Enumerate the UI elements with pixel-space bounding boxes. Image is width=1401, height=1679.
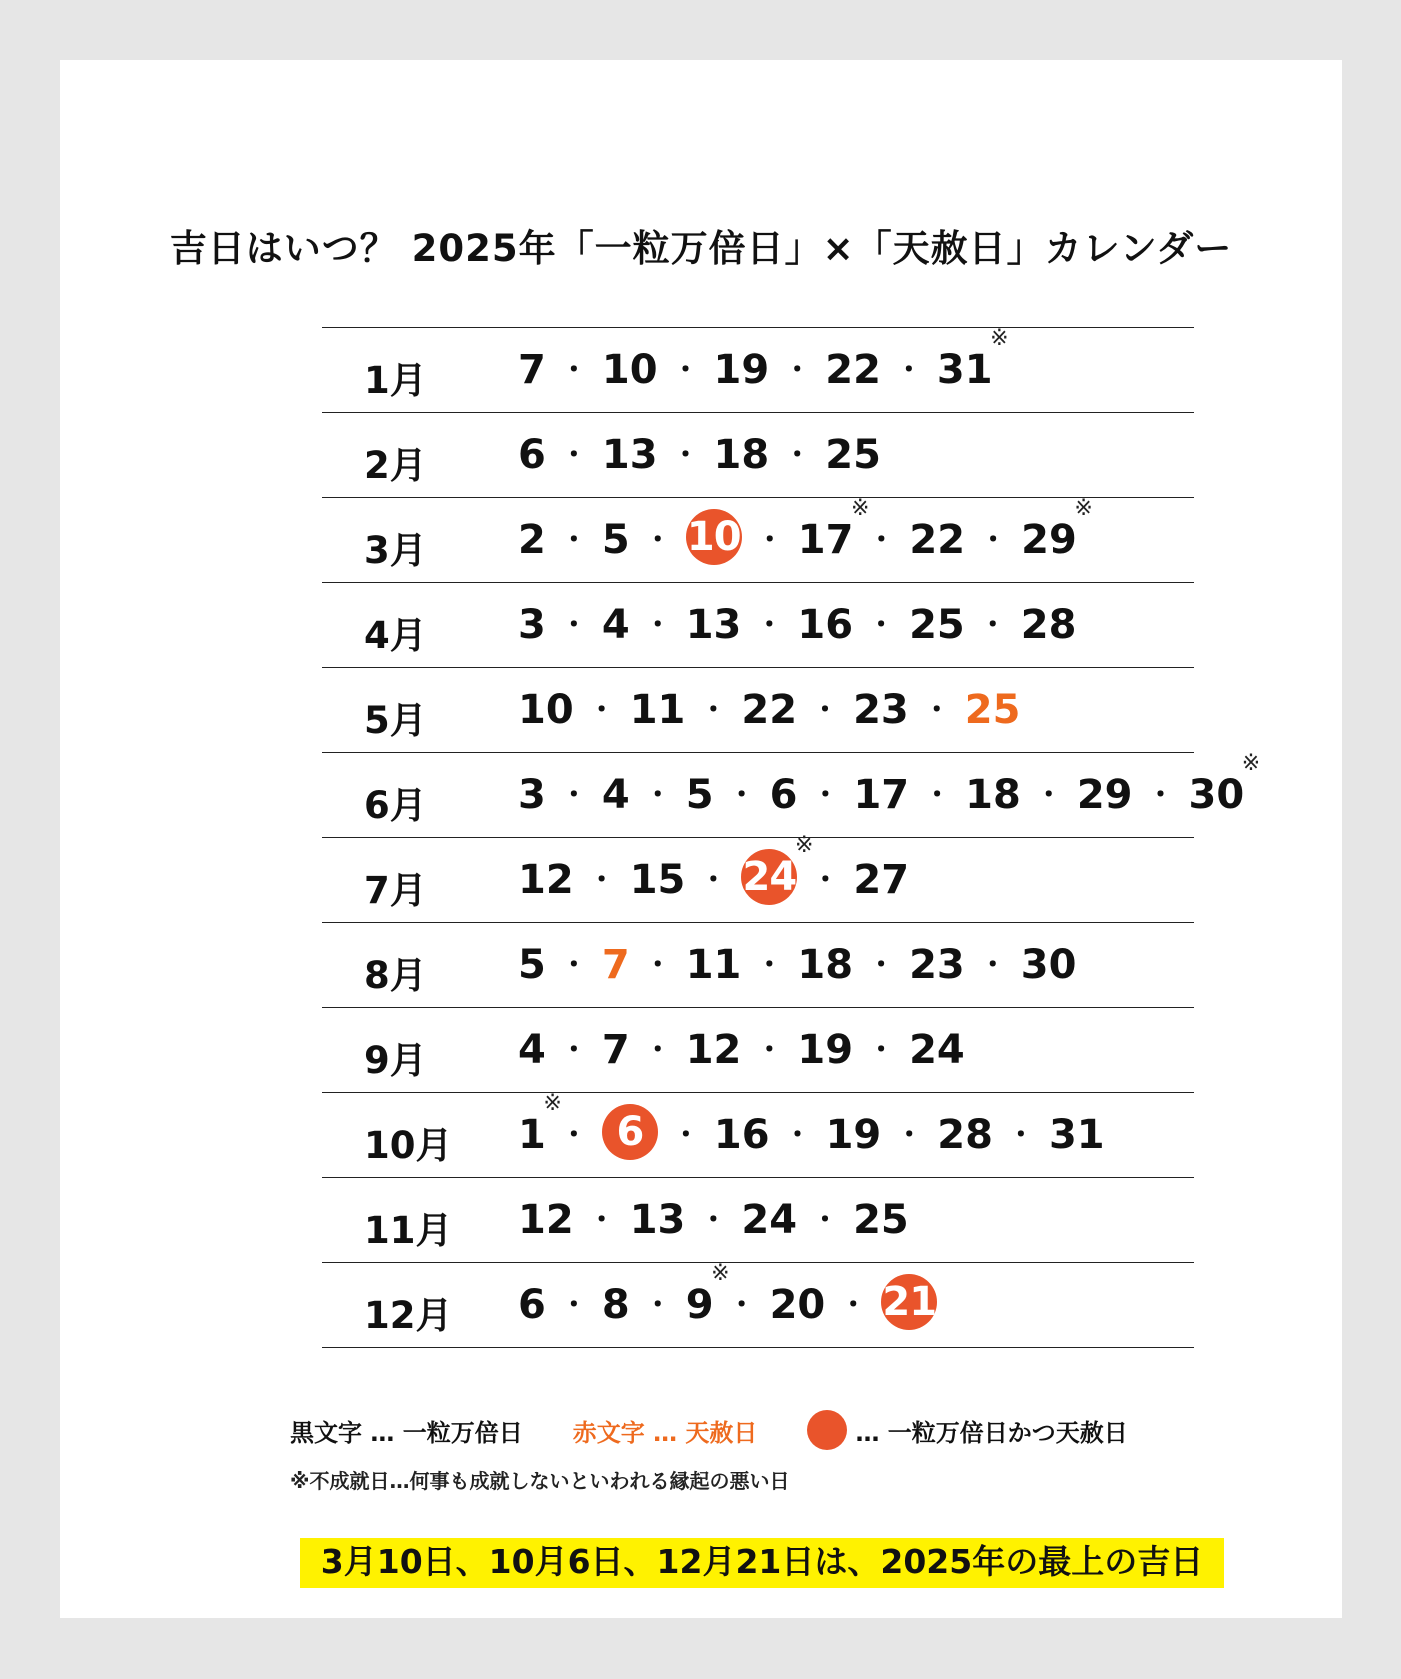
day-list [518, 433, 881, 477]
day-number: 8 [601, 1282, 630, 1328]
day-number: 7 [601, 1027, 630, 1073]
calendar-row [322, 668, 1194, 753]
day-list [518, 326, 1009, 393]
day-entry [602, 773, 630, 817]
day-separator: ・ [727, 778, 756, 811]
day-number: 13 [629, 1197, 686, 1243]
day-entry [965, 688, 1021, 732]
legend [290, 1410, 1178, 1450]
day-number: 12 [518, 857, 574, 903]
day-entry [909, 603, 965, 647]
day-separator: ・ [811, 693, 840, 726]
day-entry [797, 603, 853, 647]
day-entry [518, 1091, 562, 1158]
calendar-row [322, 833, 1194, 923]
day-entry [797, 943, 853, 987]
day-separator: ・ [699, 863, 728, 896]
day-entry [1077, 773, 1133, 817]
day-number: 22 [741, 687, 798, 733]
day-entry [518, 688, 574, 732]
day-number: 30 [1020, 942, 1077, 988]
day-number: 20 [769, 1282, 826, 1328]
fujoju-mark: ※ [1241, 751, 1261, 776]
day-entry [853, 773, 909, 817]
day-separator: ・ [559, 438, 588, 471]
day-entry [825, 348, 881, 392]
tenshanichi-day: 25 [964, 687, 1021, 733]
day-number: 18 [797, 942, 854, 988]
day-number: 30 [1188, 772, 1245, 818]
calendar-row [322, 583, 1194, 668]
day-number: 22 [825, 347, 881, 393]
day-separator: ・ [867, 1033, 896, 1066]
day-entry [518, 603, 546, 647]
footnote: ※不成就日…何事も成就しないといわれる縁起の悪い日 [290, 1469, 790, 1493]
day-entry [714, 433, 770, 477]
day-entry [686, 943, 742, 987]
day-separator: ・ [559, 1288, 588, 1321]
day-number: 16 [797, 602, 854, 648]
day-separator: ・ [1034, 778, 1063, 811]
day-entry [630, 688, 686, 732]
day-list [518, 1028, 965, 1072]
day-number: 17 [797, 517, 854, 563]
calendar-row [322, 1178, 1194, 1263]
day-number: 11 [629, 687, 686, 733]
day-entry [825, 433, 881, 477]
day-entry [602, 348, 658, 392]
day-separator: ・ [643, 523, 672, 556]
day-number: 7 [518, 347, 546, 393]
day-entry [602, 1028, 630, 1072]
day-entry [518, 1198, 574, 1242]
day-entry [853, 858, 909, 902]
calendar-row [322, 413, 1194, 498]
day-entry [602, 603, 630, 647]
day-number: 3 [518, 772, 546, 818]
day-separator: ・ [671, 353, 700, 386]
day-entry [1021, 496, 1093, 563]
day-list [518, 943, 1076, 987]
fujoju-mark: ※ [543, 1091, 562, 1116]
day-separator: ・ [839, 1288, 868, 1321]
day-number: 12 [518, 1197, 574, 1243]
day-number: 22 [909, 517, 966, 563]
day-list [518, 1261, 937, 1328]
day-entry [1188, 751, 1261, 818]
month-label: 6月 [364, 784, 427, 827]
day-entry [686, 603, 742, 647]
calendar-table [322, 326, 1261, 1348]
day-number: 18 [965, 772, 1021, 818]
day-entry [937, 1113, 993, 1157]
day-number: 5 [685, 772, 714, 818]
month-label: 12月 [364, 1294, 453, 1337]
day-entry [518, 773, 546, 817]
day-number: 3 [518, 602, 546, 648]
day-entry [518, 943, 546, 987]
day-separator: ・ [587, 693, 616, 726]
month-label: 1月 [364, 359, 427, 402]
day-entry [686, 515, 742, 565]
day-number: 10 [518, 687, 574, 733]
day-separator: ・ [867, 608, 896, 641]
day-separator: ・ [894, 353, 923, 386]
day-number: 25 [909, 602, 965, 648]
day-list [518, 1198, 909, 1242]
day-entry [741, 1198, 797, 1242]
day-entry [909, 943, 965, 987]
month-label: 4月 [364, 614, 427, 657]
highlight-banner: 3月10日、10月6日、12月21日は、2025年の最上の吉日 [300, 1538, 1224, 1588]
day-separator: ・ [559, 353, 588, 386]
highlighted-day: 10 [686, 509, 742, 565]
day-entry [518, 518, 546, 562]
day-list [518, 751, 1261, 818]
day-separator: ・ [811, 778, 840, 811]
day-entry [1021, 603, 1077, 647]
day-entry [602, 1283, 630, 1327]
day-entry [630, 1198, 686, 1242]
day-entry [853, 688, 909, 732]
day-separator: ・ [559, 608, 588, 641]
day-number: 6 [518, 1282, 546, 1328]
day-separator: ・ [587, 863, 616, 896]
day-list [518, 833, 910, 903]
day-separator: ・ [867, 948, 896, 981]
day-number: 2 [518, 517, 546, 563]
highlighted-day: 6 [602, 1104, 658, 1160]
day-separator: ・ [979, 523, 1008, 556]
day-separator: ・ [978, 948, 1007, 981]
legend-circle [807, 1410, 1127, 1450]
day-separator: ・ [867, 523, 896, 556]
day-entry [714, 1113, 770, 1157]
day-entry [602, 1110, 658, 1160]
day-separator: ・ [755, 948, 784, 981]
day-number: 27 [853, 857, 910, 903]
day-separator: ・ [587, 1203, 616, 1236]
day-number: 28 [937, 1112, 993, 1158]
month-label: 9月 [364, 1039, 427, 1082]
day-entry [965, 773, 1021, 817]
day-number: 4 [601, 772, 630, 818]
day-number: 28 [1020, 602, 1077, 648]
calendar-card [60, 60, 1342, 1618]
day-separator: ・ [559, 523, 588, 556]
fujoju-mark: ※ [850, 496, 870, 521]
day-entry [518, 1283, 546, 1327]
day-entry [518, 1028, 546, 1072]
day-entry [909, 1028, 965, 1072]
day-number: 12 [685, 1027, 742, 1073]
day-number: 31 [936, 347, 993, 393]
day-entry [602, 943, 630, 987]
day-list [518, 1091, 1105, 1158]
day-entry [1021, 943, 1077, 987]
day-entry [741, 833, 814, 905]
day-separator: ・ [811, 863, 840, 896]
fujoju-mark: ※ [794, 833, 814, 858]
day-number: 19 [797, 1027, 854, 1073]
day-separator: ・ [755, 1033, 784, 1066]
day-number: 19 [713, 347, 770, 393]
day-number: 19 [825, 1112, 882, 1158]
day-separator: ・ [923, 778, 952, 811]
day-number: 25 [853, 1197, 909, 1243]
day-separator: ・ [559, 948, 588, 981]
calendar-row [322, 1093, 1194, 1178]
tenshanichi-day: 7 [601, 942, 630, 988]
month-label: 7月 [364, 869, 427, 912]
day-entry [686, 773, 714, 817]
day-separator: ・ [671, 1118, 700, 1151]
day-separator: ・ [978, 608, 1007, 641]
day-entry [1049, 1113, 1105, 1157]
day-number: 23 [853, 687, 909, 733]
day-entry [518, 348, 546, 392]
highlighted-day: 21 [881, 1274, 937, 1330]
day-separator: ・ [643, 778, 672, 811]
fujoju-mark: ※ [1074, 496, 1093, 521]
day-entry [518, 858, 574, 902]
day-number: 6 [769, 772, 798, 818]
day-entry [630, 858, 686, 902]
day-number: 6 [518, 432, 546, 478]
day-entry [770, 773, 798, 817]
day-entry [770, 1283, 826, 1327]
day-entry [714, 348, 770, 392]
day-separator: ・ [755, 523, 784, 556]
day-entry [686, 1028, 742, 1072]
day-separator: ・ [727, 1288, 756, 1321]
day-number: 5 [518, 942, 546, 988]
day-entry [797, 496, 870, 563]
day-number: 31 [1048, 1112, 1105, 1158]
day-entry [797, 1028, 853, 1072]
legend-circle-label: … 一粒万倍日かつ天赦日 [855, 1418, 1128, 1447]
day-number: 29 [1076, 772, 1133, 818]
day-entry [853, 1198, 909, 1242]
day-entry [881, 1280, 937, 1330]
day-list [518, 496, 1093, 563]
month-label: 8月 [364, 954, 427, 997]
month-label: 10月 [364, 1124, 453, 1167]
day-entry [741, 688, 797, 732]
day-entry [936, 326, 1009, 393]
month-label: 5月 [364, 699, 427, 742]
day-number: 4 [601, 602, 630, 648]
day-number: 24 [741, 1197, 798, 1243]
legend-black: 黒文字 … 一粒万倍日 [290, 1418, 523, 1447]
orange-circle-icon [807, 1410, 847, 1450]
day-number: 18 [713, 432, 770, 478]
day-separator: ・ [643, 1288, 672, 1321]
day-number: 13 [685, 602, 742, 648]
day-separator: ・ [559, 1033, 588, 1066]
calendar-row [322, 498, 1194, 583]
day-separator: ・ [783, 353, 812, 386]
day-number: 11 [685, 942, 742, 988]
day-separator: ・ [559, 1118, 588, 1151]
day-separator: ・ [783, 1118, 812, 1151]
day-number: 4 [518, 1027, 546, 1073]
day-separator: ・ [1006, 1118, 1035, 1151]
fujoju-mark: ※ [990, 326, 1009, 351]
day-separator: ・ [671, 438, 700, 471]
day-number: 15 [629, 857, 686, 903]
day-number: 29 [1021, 517, 1077, 563]
day-entry [518, 433, 546, 477]
day-separator: ・ [643, 1033, 672, 1066]
day-separator: ・ [1146, 778, 1175, 811]
day-number: 9 [685, 1282, 714, 1328]
day-number: 24 [909, 1027, 965, 1073]
day-number: 10 [601, 347, 658, 393]
day-number: 23 [909, 942, 965, 988]
day-separator: ・ [811, 1203, 840, 1236]
day-number: 16 [713, 1112, 770, 1158]
calendar-row [322, 1263, 1194, 1348]
day-list [518, 603, 1076, 647]
day-number: 17 [853, 772, 910, 818]
day-number: 25 [825, 432, 881, 478]
day-entry [602, 433, 658, 477]
day-entry [602, 518, 630, 562]
month-label: 2月 [364, 444, 427, 487]
day-separator: ・ [699, 1203, 728, 1236]
day-entry [685, 1261, 730, 1328]
day-number: 5 [601, 517, 630, 563]
calendar-row [322, 1008, 1194, 1093]
month-label: 11月 [364, 1209, 453, 1252]
day-separator: ・ [559, 778, 588, 811]
day-entry [826, 1113, 882, 1157]
day-list [518, 688, 1020, 732]
day-entry [909, 518, 965, 562]
day-separator: ・ [895, 1118, 924, 1151]
month-label: 3月 [364, 529, 427, 572]
day-separator: ・ [699, 693, 728, 726]
day-separator: ・ [922, 693, 951, 726]
day-separator: ・ [643, 948, 672, 981]
fujoju-mark: ※ [711, 1261, 730, 1286]
day-number: 1 [518, 1112, 546, 1158]
page-title: 吉日はいつ？ 2025年「一粒万倍日」×「天赦日」カレンダー [169, 227, 1233, 270]
day-separator: ・ [755, 608, 784, 641]
day-separator: ・ [643, 608, 672, 641]
calendar-row [322, 751, 1261, 838]
calendar-row [322, 328, 1194, 413]
day-number: 13 [601, 432, 658, 478]
legend-red: 赤文字 … 天赦日 [572, 1418, 758, 1447]
highlighted-day: 24 [741, 849, 797, 905]
day-separator: ・ [783, 438, 812, 471]
calendar-row [322, 923, 1194, 1008]
